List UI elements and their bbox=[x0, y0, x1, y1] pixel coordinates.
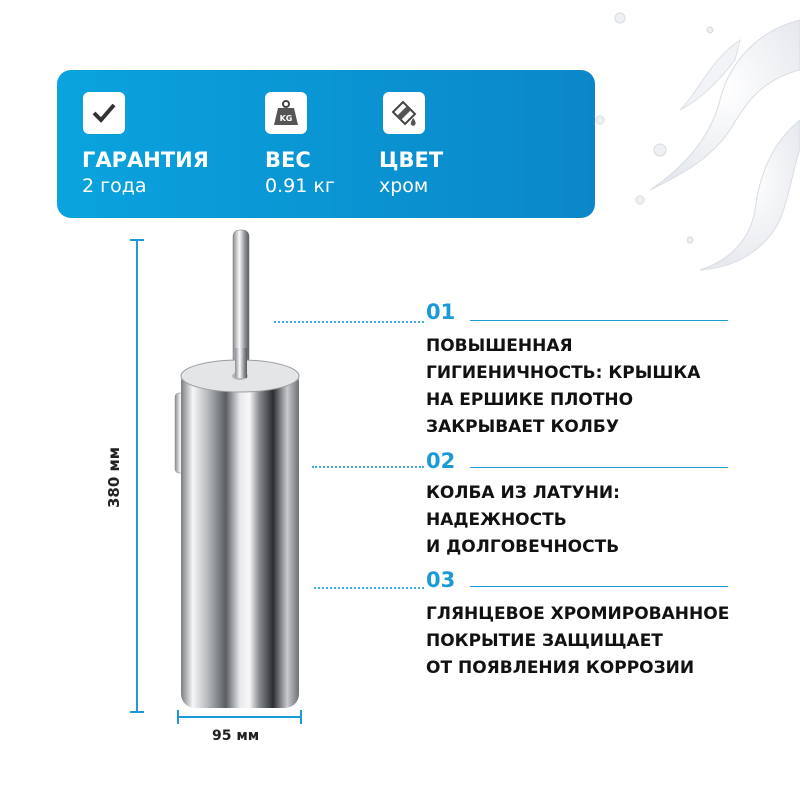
feature-text-line: НАДЕЖНОСТЬ bbox=[426, 510, 567, 530]
dimension-cap bbox=[130, 239, 144, 241]
feature-leader-line bbox=[312, 466, 424, 468]
feature-divider bbox=[470, 586, 728, 587]
dimension-cap bbox=[177, 710, 179, 724]
feature-description bbox=[426, 601, 729, 682]
weight-icon bbox=[265, 92, 307, 134]
specs-banner bbox=[57, 70, 595, 218]
milk-splash-decoration bbox=[560, 0, 800, 300]
feature-text-line: И ДОЛГОВЕЧНОСТЬ bbox=[426, 537, 620, 557]
weight-icon-text: KG bbox=[279, 114, 293, 123]
toilet-brush-holder-image bbox=[165, 228, 315, 718]
feature-description bbox=[426, 480, 620, 561]
spec-value: 2 года bbox=[82, 175, 147, 197]
feature-text-line: ПОКРЫТИЕ ЗАЩИЩАЕТ bbox=[426, 631, 663, 651]
feature-text-line: КОЛБА ИЗ ЛАТУНИ: bbox=[426, 483, 620, 503]
spec-label: ЦВЕТ bbox=[379, 148, 444, 172]
dimension-cap bbox=[300, 710, 302, 724]
height-dimension-label: 380 мм bbox=[105, 446, 123, 508]
feature-text-line: ПОВЫШЕННАЯ bbox=[426, 336, 573, 356]
feature-number: 02 bbox=[426, 449, 456, 473]
checkmark-icon bbox=[83, 92, 125, 134]
spec-value: 0.91 кг bbox=[265, 175, 335, 197]
feature-divider bbox=[470, 467, 728, 468]
width-dimension-label: 95 мм bbox=[212, 728, 260, 744]
feature-text-line: ГИГИЕНИЧНОСТЬ: КРЫШКА bbox=[426, 363, 701, 383]
feature-divider bbox=[470, 320, 728, 321]
feature-text-line: ГЛЯНЦЕВОЕ ХРОМИРОВАННОЕ bbox=[426, 604, 730, 624]
feature-leader-line bbox=[314, 587, 424, 589]
paint-icon bbox=[383, 92, 425, 134]
spec-label: ГАРАНТИЯ bbox=[82, 148, 209, 172]
feature-text-line: ЗАКРЫВАЕТ КОЛБУ bbox=[426, 417, 619, 437]
feature-text-line: ОТ ПОЯВЛЕНИЯ КОРРОЗИИ bbox=[426, 658, 695, 678]
feature-description bbox=[426, 333, 700, 441]
feature-text-line: НА ЕРШИКЕ ПЛОТНО bbox=[426, 390, 634, 410]
spec-value: хром bbox=[379, 175, 429, 197]
width-dimension-line bbox=[177, 716, 301, 718]
feature-number: 03 bbox=[426, 568, 456, 592]
height-dimension-line bbox=[136, 239, 138, 712]
spec-label: ВЕС bbox=[265, 148, 311, 172]
dimension-cap bbox=[130, 711, 144, 713]
feature-number: 01 bbox=[426, 300, 456, 324]
feature-leader-line bbox=[274, 321, 424, 323]
